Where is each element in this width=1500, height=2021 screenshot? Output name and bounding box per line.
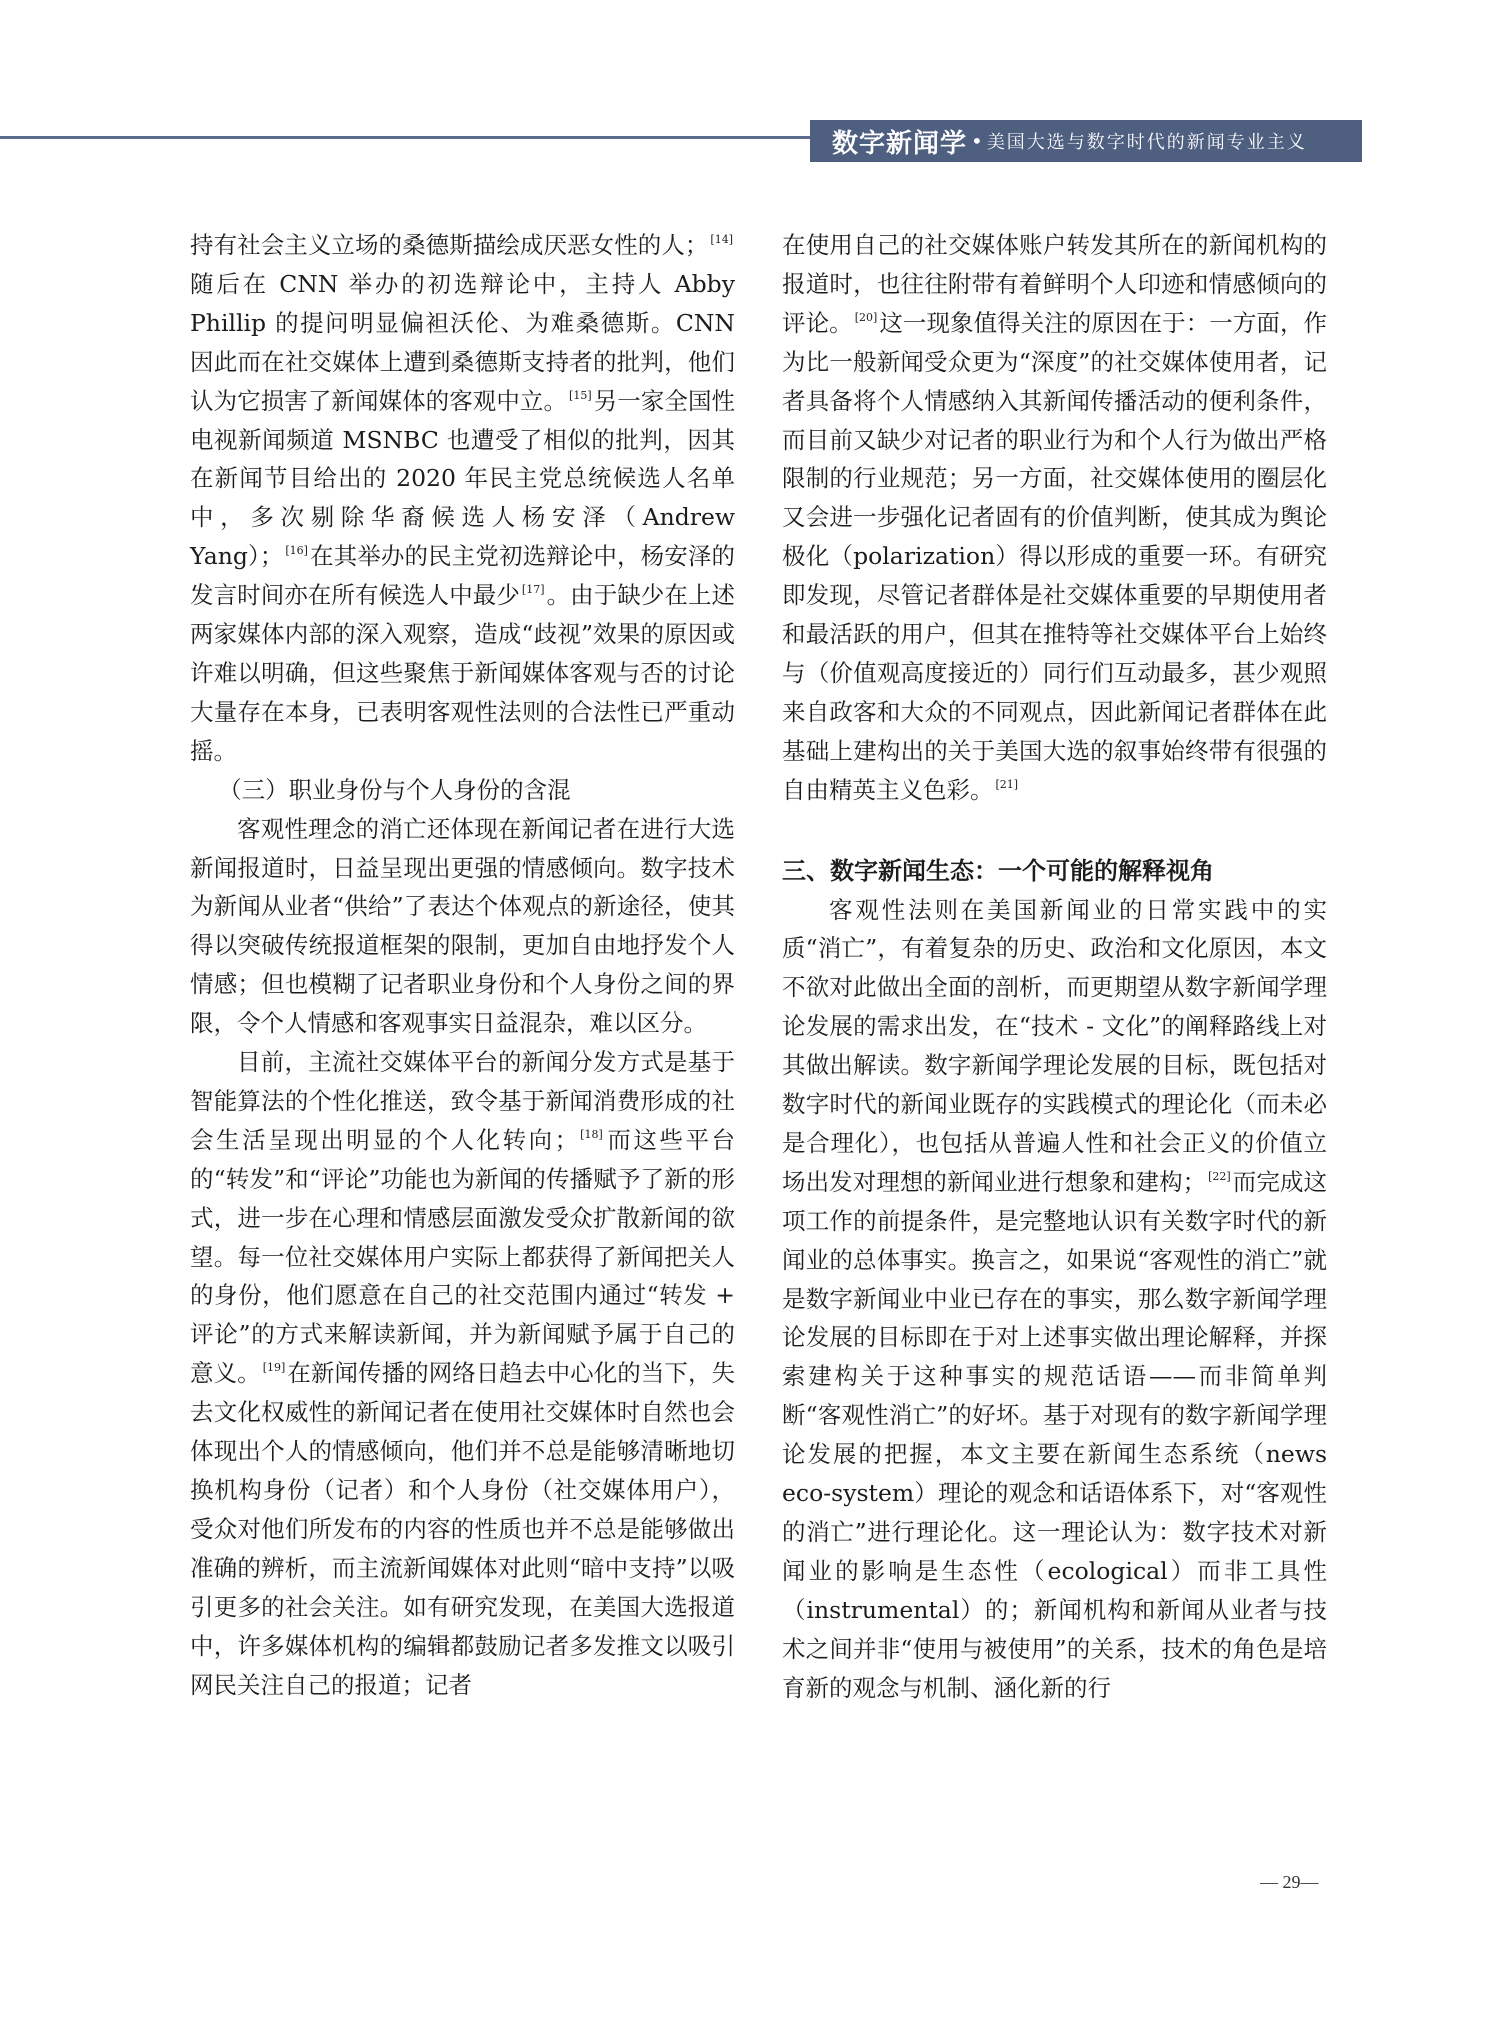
text-run: 客观性法则在美国新闻业的日常实践中的实质“消亡”，有着复杂的历史、政治和文化原因，本文不欲对此做出全面的剖析，而更期望从数字新闻学理论发展的需求出发，在“技术 - 文化”的阐释路线上对其做出解读。数字新闻学理论发展的目标，既包括对数字时代的新闻业既存的实践模式的理论化（而未必是合理化），也包括从普遍人性和社会正义的价值立场出发对理想的新闻业进行想象和建构； <box>782 895 1327 1196</box>
right-column <box>782 226 1327 1708</box>
text-run: 目前，主流社交媒体平台的新闻分发方式是基于智能算法的个性化推送，致令基于新闻消费形成的社会生活呈现出明显的个人化转向； <box>190 1048 735 1154</box>
footnote-ref: [18] <box>580 1127 603 1141</box>
subsection-heading: （三）职业身份与个人身份的含混 <box>218 775 571 804</box>
paragraph <box>782 891 1327 1708</box>
footnote-ref: [17] <box>521 583 545 597</box>
page-number: — 29— <box>1260 1872 1319 1892</box>
section-heading: 三、数字新闻生态：一个可能的解释视角 <box>782 856 1214 885</box>
running-header <box>810 120 1362 162</box>
footnote-ref: [19] <box>262 1361 286 1375</box>
left-column <box>190 226 735 1704</box>
header-rule <box>0 136 820 139</box>
footnote-ref: [21] <box>995 777 1019 791</box>
text-run: 随后在 CNN 举办的初选辩论中，主持人 Abby Phillip 的提问明显偏袒沃伦、为难桑德斯。CNN 因此而在社交媒体上遭到桑德斯支持者的批判，他们认为它损害了新闻媒体的客观中立。 <box>190 269 735 415</box>
paragraph <box>190 226 735 771</box>
text-run: 在新闻传播的网络日趋去中心化的当下，失去文化权威性的新闻记者在使用社交媒体时自然也会体现出个人的情感倾向，他们并不总是能够清晰地切换机构身份（记者）和个人身份（社交媒体用户），受众对他们所发布的内容的性质也并不总是能够做出准确的辨析，而主流新闻媒体对此则“暗中支持”以吸引更多的社会关注。如有研究发现，在美国大选报道中，许多媒体机构的编辑都鼓励记者多发推文以吸引网民关注自己的报道；记者 <box>190 1359 736 1699</box>
footnote-ref: [20] <box>854 310 878 324</box>
text-run: 而这些平台的“转发”和“评论”功能也为新闻的传播赋予了新的形式，进一步在心理和情感层面激发受众扩散新闻的欲望。每一位社交媒体用户实际上都获得了新闻把关人的身份，他们愿意在自己的社交范围内通过“转发 + 评论”的方式来解读新闻，并为新闻赋予属于自己的意义。 <box>190 1125 736 1388</box>
header-separator: • <box>971 129 983 153</box>
text-run: 这一现象值得关注的原因在于：一方面，作为比一般新闻受众更为“深度”的社交媒体使用者，记者具备将个人情感纳入其新闻传播活动的便利条件，而目前又缺少对记者的职业行为和个人行为做出严格限制的行业规范；另一方面，社交媒体使用的圈层化又会进一步强化记者固有的价值判断，使其成为舆论极化（polarization）得以形成的重要一环。有研究即发现，尽管记者群体是社交媒体重要的早期使用者和最活跃的用户，但其在推特等社交媒体平台上始终与（价值观高度接近的）同行们互动最多，甚少观照来自政客和大众的不同观点，因此新闻记者群体在此基础上建构出的关于美国大选的叙事始终带有很强的自由精英主义色彩。 <box>782 308 1328 804</box>
footnote-ref: [22] <box>1208 1169 1231 1183</box>
article-title: 美国大选与数字时代的新闻专业主义 <box>986 132 1307 153</box>
text-run: 另一家全国性电视新闻频道 MSNBC 也遭受了相似的批判，因其在新闻节目给出的 2020 年民主党总统候选人名单中，多次剔除华裔候选人杨安泽（Andrew Yang）； <box>190 386 736 571</box>
text-run: 在使用自己的社交媒体账户转发其所在的新闻机构的报道时，也往往附带有着鲜明个人印迹和情感倾向的评论。 <box>782 231 1327 337</box>
footnote-ref: [15] <box>569 388 592 402</box>
journal-name: 数字新闻学 <box>832 128 968 159</box>
text-run: 。由于缺少在上述两家媒体内部的深入观察，造成“歧视”效果的原因或许难以明确，但这些聚焦于新闻媒体客观与否的讨论大量存在本身，已表明客观性法则的合法性已严重动摇。 <box>190 581 736 765</box>
paragraph <box>190 1043 735 1704</box>
paragraph <box>782 226 1327 810</box>
footnote-ref: [14] <box>710 233 733 246</box>
footnote-ref: [16] <box>285 544 308 558</box>
text-run: 而完成这项工作的前提条件，是完整地认识有关数字时代的新闻业的总体事实。换言之，如果说“客观性的消亡”就是数字新闻业中业已存在的事实，那么数字新闻学理论发展的目标即在于对上述事实做出理论解释，并探索建构关于这种事实的规范话语——而非简单判断“客观性消亡”的好坏。基于对现有的数字新闻学理论发展的把握，本文主要在新闻生态系统（news eco-system）理论的观念和话语体系下，对“客观性的消亡”进行理论化。这一理论认为：数字技术对新闻业的影响是生态性（ecological）而非工具性（instrumental）的；新闻机构和新闻从业者与技术之间并非“使用与被使用”的关系，技术的角色是培育新的观念与机制、涵化新的行 <box>782 1167 1328 1702</box>
paragraph: 客观性理念的消亡还体现在新闻记者在进行大选新闻报道时，日益呈现出更强的情感倾向。数字技术为新闻从业者“供给”了表达个体观点的新途径，使其得以突破传统报道框架的限制，更加自由地抒发个人情感；但也模糊了记者职业身份和个人身份之间的界限，令个人情感和客观事实日益混杂，难以区分。 <box>190 814 735 1038</box>
text-run: 持有社会主义立场的桑德斯描绘成厌恶女性的人； <box>190 231 709 259</box>
text-run: 在其举办的民主党初选辩论中，杨安泽的发言时间亦在所有候选人中最少 <box>190 542 735 610</box>
